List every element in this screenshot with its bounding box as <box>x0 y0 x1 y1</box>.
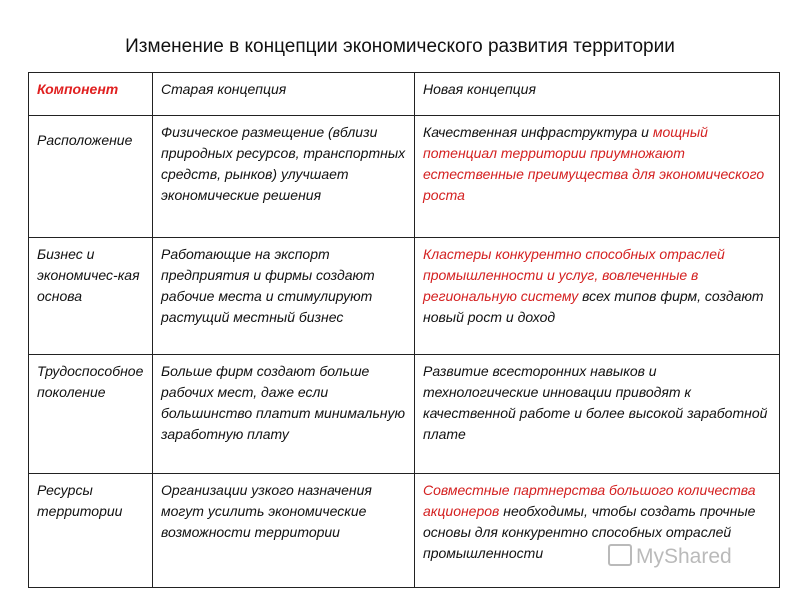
table-row <box>29 116 780 238</box>
table-row <box>29 474 780 588</box>
old-concept-cell: Организации узкого назначения могут усилить экономические возможности территории <box>153 474 415 588</box>
old-concept-cell: Работающие на экспорт предприятия и фирмы создают рабочие места и стимулируют растущий местный бизнес <box>153 238 415 355</box>
new-concept-cell <box>415 474 780 588</box>
table-row <box>29 355 780 474</box>
concept-table <box>28 72 780 588</box>
header-new-concept: Новая концепция <box>415 73 780 116</box>
table-row <box>29 238 780 355</box>
old-concept-cell: Физическое размещение (вблизи природных ресурсов, транспортных средств, рынков) улучшает экономические решения <box>153 116 415 238</box>
watermark <box>608 544 732 569</box>
new-concept-highlight: Совместные партнерства большого количества акционеров <box>423 482 756 519</box>
new-concept-cell <box>415 116 780 238</box>
component-cell: Трудоспособное поколение <box>29 355 153 474</box>
header-old-concept: Старая концепция <box>153 73 415 116</box>
new-concept-cell <box>415 355 780 474</box>
component-cell: Бизнес и экономичес-кая основа <box>29 238 153 355</box>
new-concept-text-tail: всех типов фирм, создают новый рост и доход <box>423 288 764 325</box>
new-concept-text: Качественная инфраструктура и <box>423 124 653 140</box>
watermark-text: MyShared <box>636 545 732 568</box>
page-title: Изменение в концепции экономического развития территории <box>125 36 675 57</box>
component-cell: Ресурсы территории <box>29 474 153 588</box>
new-concept-cell <box>415 238 780 355</box>
old-concept-cell: Больше фирм создают больше рабочих мест, даже если большинство платит минимальную заработную плату <box>153 355 415 474</box>
new-concept-text-tail: необходимы, чтобы создать прочные основы для конкурентно способных отраслей промышленности <box>423 503 756 561</box>
new-concept-highlight: Кластеры конкурентно способных отраслей промышленности и услуг, вовлеченные в региональную систему <box>423 246 725 304</box>
new-concept-highlight: мощный потенциал территории приумножают естественные преимущества для экономического роста <box>423 124 765 203</box>
presentation-icon <box>608 544 632 566</box>
header-component: Компонент <box>29 73 153 116</box>
table-header-row <box>29 73 780 116</box>
new-concept-text: Развитие всесторонних навыков и технологические инновации приводят к качественной работе и более высокой заработной плате <box>423 363 768 442</box>
component-cell: Расположение <box>29 116 153 238</box>
